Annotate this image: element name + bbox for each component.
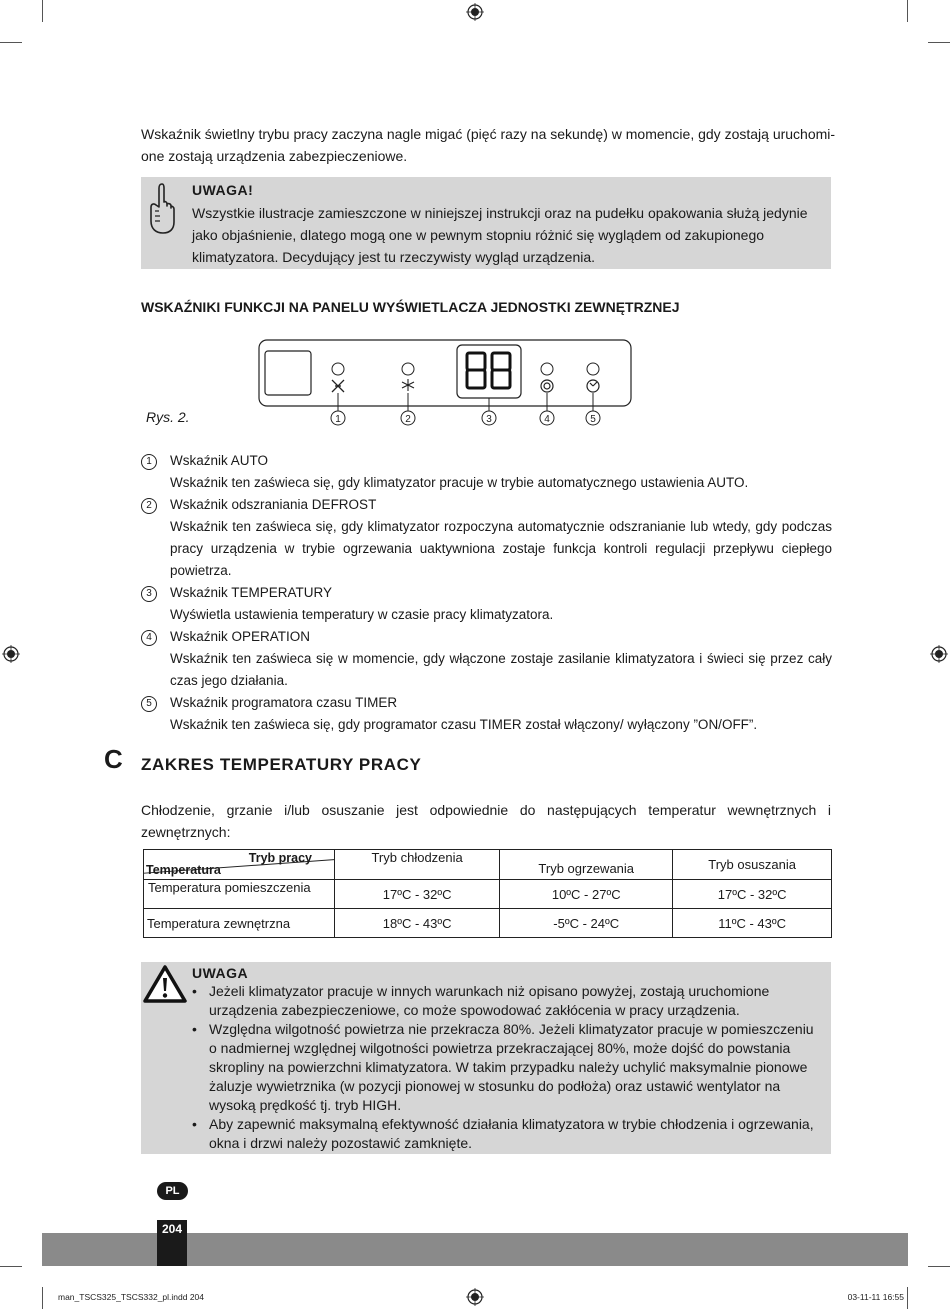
led-defrost bbox=[402, 363, 414, 375]
list-number: 3 bbox=[141, 586, 157, 602]
warning-triangle-icon bbox=[143, 965, 187, 1003]
list-item: • Względna wilgotność powietrza nie przekracza 80%. Jeżeli klimatyzator pracuje w pomieszczeniu o nadmiernej względnej wilgotności powietrza przekraczającej 80%, może dojść do powstania skropliny na powierzchni klimatyzatora. W takim przypadku należy uchylić maksymalnie pionowe żaluzje wywietrznika (w pozycji pionowej w stosunku do podłoża) oraz ustawić wentylator na wysoką prędkość tj. tryb HIGH. bbox=[192, 1020, 817, 1115]
pointing-hand-icon bbox=[145, 181, 179, 235]
warning-title: UWAGA bbox=[192, 965, 249, 981]
indicator-desc: Wskaźnik ten zaświeca się, gdy klimatyzator rozpoczyna automatycznie odszranianie lub wtedy, gdy podczas pracy urządzenia w trybie ogrzewania uaktywniona zostaje funkcja kontroli regulacji przepływu ciepłego powietrza. bbox=[170, 519, 832, 578]
intro-line: one zostają urządzenia zabezpieczeniowe. bbox=[141, 148, 408, 164]
callout-1: 1 bbox=[335, 414, 341, 425]
callout-4: 4 bbox=[544, 414, 550, 425]
defrost-symbol-icon bbox=[402, 379, 414, 391]
warning-list bbox=[192, 982, 817, 1153]
registration-mark-icon bbox=[2, 645, 20, 663]
indicator-list bbox=[141, 450, 832, 736]
registration-mark-icon bbox=[930, 645, 948, 663]
list-item bbox=[141, 494, 832, 582]
section-letter: C bbox=[104, 744, 123, 774]
led-auto bbox=[332, 363, 344, 375]
crop-mark bbox=[928, 42, 950, 43]
corner-top-label: Tryb pracy bbox=[248, 851, 312, 865]
indicator-desc: Wyświetla ustawienia temperatury w czasie pracy klimatyzatora. bbox=[170, 607, 554, 622]
section-title: ZAKRES TEMPERATURY PRACY bbox=[141, 755, 422, 774]
indicator-label: Wskaźnik TEMPERATURY bbox=[170, 585, 333, 600]
warning-box bbox=[141, 962, 831, 1154]
crop-mark bbox=[42, 1287, 43, 1309]
list-number: 2 bbox=[141, 498, 157, 514]
figure-caption: Rys. 2. bbox=[146, 409, 190, 425]
table-corner-cell bbox=[144, 850, 335, 880]
crop-mark bbox=[928, 1266, 950, 1267]
list-item bbox=[141, 582, 832, 626]
row-label: Temperatura zewnętrzna bbox=[144, 909, 335, 938]
crop-mark bbox=[0, 42, 22, 43]
corner-bottom-label: Temperatura bbox=[146, 863, 221, 877]
table-cell: 11ºC - 43ºC bbox=[673, 909, 832, 938]
note-box bbox=[141, 177, 831, 269]
table-cell: 18ºC - 43ºC bbox=[335, 909, 500, 938]
list-number: 1 bbox=[141, 454, 157, 470]
table-row bbox=[144, 880, 832, 909]
table-cell: -5ºC - 24ºC bbox=[500, 909, 673, 938]
led-operation bbox=[541, 363, 553, 375]
led-timer bbox=[587, 363, 599, 375]
callout-3: 3 bbox=[486, 414, 492, 425]
list-item bbox=[141, 626, 832, 692]
table-cell: 10ºC - 27ºC bbox=[500, 880, 673, 909]
list-item bbox=[141, 692, 832, 736]
indicator-label: Wskaźnik programatora czasu TIMER bbox=[170, 695, 398, 710]
row-label: Temperatura pomieszczenia bbox=[144, 880, 335, 909]
operation-symbol-icon bbox=[541, 380, 553, 392]
list-item bbox=[141, 450, 832, 494]
panel-window bbox=[265, 351, 311, 395]
indicator-desc: Wskaźnik ten zaświeca się, gdy klimatyzator pracuje w trybie automatycznego ustawienia AUTO. bbox=[170, 475, 749, 490]
section-heading: WSKAŹNIKI FUNKCJI NA PANELU WYŚWIETLACZA JEDNOSTKI ZEWNĘTRZNEJ bbox=[141, 299, 680, 315]
indicator-label: Wskaźnik odszraniania DEFROST bbox=[170, 497, 377, 512]
table-cell: 17ºC - 32ºC bbox=[673, 880, 832, 909]
auto-symbol-icon bbox=[332, 380, 344, 392]
note-title: UWAGA! bbox=[192, 182, 254, 198]
callout-5: 5 bbox=[590, 414, 596, 425]
table-row bbox=[144, 909, 832, 938]
registration-mark-icon bbox=[466, 1288, 484, 1306]
seven-segment-digits bbox=[467, 353, 510, 388]
list-item: • Jeżeli klimatyzator pracuje w innych warunkach niż opisano powyżej, zostają uruchomione urządzenia zabezpieczeniowe, co może spowodować zakłócenia w pracy urządzenia. bbox=[192, 982, 817, 1020]
crop-mark bbox=[907, 0, 908, 22]
display-panel-figure bbox=[140, 335, 640, 430]
table-cell: 17ºC - 32ºC bbox=[335, 880, 500, 909]
indicator-label: Wskaźnik AUTO bbox=[170, 453, 269, 468]
intro-line: Wskaźnik świetlny trybu pracy zaczyna nagle migać (pięć razy na sekundę) w momencie, gdy zostają uruchomi- bbox=[141, 126, 836, 142]
section-paragraph: Chłodzenie, grzanie i/lub osuszanie jest odpowiednie do następujących temperatur wewnętrznych i zewnętrznych: bbox=[141, 802, 831, 840]
indicator-label: Wskaźnik OPERATION bbox=[170, 629, 311, 644]
callout-2: 2 bbox=[405, 414, 411, 425]
intro-paragraph bbox=[141, 123, 836, 167]
column-header: Tryb osuszania bbox=[673, 850, 832, 880]
crop-mark bbox=[0, 1266, 22, 1267]
crop-mark bbox=[42, 0, 43, 22]
indicator-desc: Wskaźnik ten zaświeca się w momencie, gdy włączone zostaje zasilanie klimatyzatora i świeci się przez cały czas jego działania. bbox=[170, 651, 832, 688]
slug-right: 03-11-11 16:55 bbox=[847, 1292, 904, 1302]
timer-symbol-icon bbox=[587, 380, 599, 392]
temperature-range-table bbox=[143, 849, 832, 938]
note-text: Wszystkie ilustracje zamieszczone w niniejszej instrukcji oraz na pudełku opakowania służą jedynie jako objaśnienie, dlatego mogą one w pewnym stopniu różnić się wyglądem od zakupionego klimatyzatora. Decydujący jest tu rzeczywisty wygląd urządzenia. bbox=[192, 205, 808, 265]
page-number: 204 bbox=[157, 1220, 187, 1266]
registration-mark-icon bbox=[466, 3, 484, 21]
language-badge: PL bbox=[157, 1182, 188, 1200]
slug-left: man_TSCS325_TSCS332_pl.indd 204 bbox=[58, 1292, 205, 1302]
column-header: Tryb chłodzenia bbox=[335, 850, 500, 880]
list-item: • Aby zapewnić maksymalną efektywność działania klimatyzatora w trybie chłodzenia i ogrzewania, okna i drzwi należy pozostawić zamknięte. bbox=[192, 1115, 817, 1153]
indicator-desc: Wskaźnik ten zaświeca się, gdy programator czasu TIMER został włączony/ wyłączony ”ON/OFF”. bbox=[170, 717, 758, 732]
list-number: 5 bbox=[141, 696, 157, 712]
crop-mark bbox=[907, 1287, 908, 1309]
column-header: Tryb ogrzewania bbox=[500, 850, 673, 880]
list-number: 4 bbox=[141, 630, 157, 646]
panel-outline bbox=[259, 340, 631, 406]
